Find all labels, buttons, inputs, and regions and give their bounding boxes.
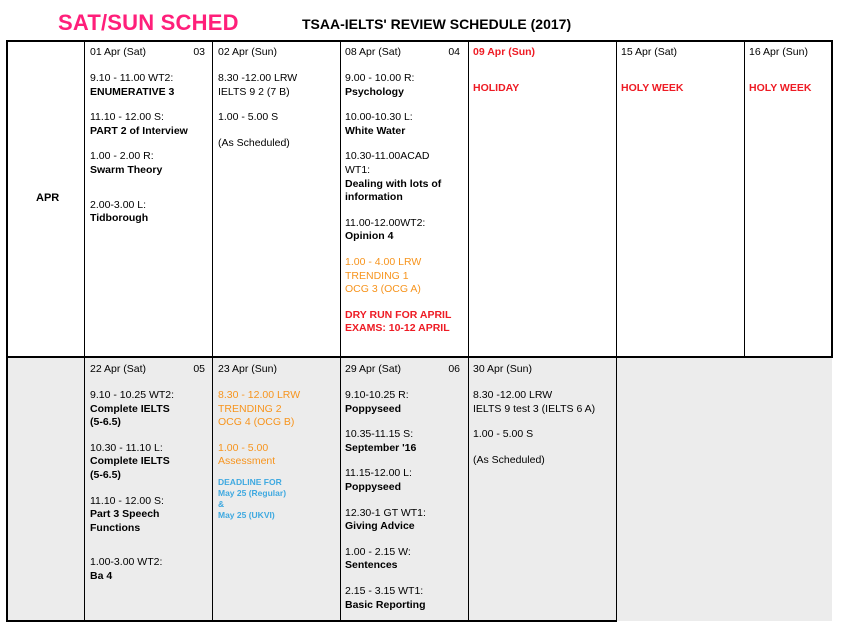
session-time: WT1: (345, 163, 371, 176)
session-time: 8.30 - 12.00 LRW (218, 389, 301, 401)
session-time: 8.30 -12.00 LRW (473, 389, 553, 401)
column-divider (744, 40, 745, 357)
session-time: 12.30-1 GT WT1: (345, 506, 426, 519)
month-label: APR (36, 192, 60, 204)
session-topic: TRENDING 2 (218, 402, 282, 415)
session-topic: OCG 4 (OCG B) (218, 416, 295, 429)
session-time: 2.15 - 3.15 WT1: (345, 584, 424, 597)
session-topic: OCG 3 (OCG A) (345, 283, 421, 296)
session-topic: September '16 (345, 441, 417, 454)
table-border-right (831, 40, 833, 358)
schedule-title: SAT/SUN SCHED (58, 10, 239, 35)
session-time: 1.00 - 5.00 S (473, 428, 534, 441)
session-time: 11.10 - 12.00 S: (90, 111, 164, 124)
cell-date: 29 Apr (Sat) (345, 363, 402, 375)
dry-run-note: DRY RUN FOR APRIL (345, 308, 452, 321)
column-divider (616, 40, 617, 622)
session-topic: information (345, 191, 403, 204)
session-topic: White Water (345, 124, 406, 137)
session-time: 8.30 -12.00 LRW (218, 72, 298, 84)
cell-date: 08 Apr (Sat) (345, 46, 402, 58)
deadline-note: May 25 (Regular) (218, 487, 287, 498)
session-topic: Swarm Theory (90, 163, 163, 176)
session-time: 9.10-10.25 R: (345, 389, 409, 401)
session-time: 11.15-12.00 L: (345, 467, 412, 480)
session-topic: TRENDING 1 (345, 269, 409, 282)
week-number: 05 (193, 363, 205, 375)
session-topic: Tidborough (90, 212, 149, 225)
cell-15-apr (616, 42, 744, 356)
session-time: 1.00 - 4.00 LRW (345, 255, 422, 268)
session-time: 2.00-3.00 L: (90, 198, 147, 211)
table-border-top (6, 40, 833, 42)
session-topic: Poppyseed (345, 480, 402, 493)
row-divider (6, 356, 833, 358)
cell-08-apr (340, 42, 468, 356)
table-border-left (6, 40, 8, 622)
session-note: (As Scheduled) (473, 453, 545, 466)
session-topic: Sentences (345, 559, 398, 572)
session-topic: (5-6.5) (90, 416, 121, 429)
session-time: 11.10 - 12.00 S: (90, 494, 164, 507)
document-title: TSAA-IELTS' REVIEW SCHEDULE (2017) (302, 16, 572, 32)
deadline-note: May 25 (UKVI) (218, 509, 275, 520)
session-time: 1.00 - 5.00 (218, 441, 269, 454)
column-divider (468, 40, 469, 622)
week-number: 04 (448, 46, 460, 58)
deadline-note: DEADLINE FOR (218, 476, 282, 487)
cell-22-apr (85, 359, 213, 621)
cell-09-apr (468, 42, 616, 356)
session-time: 1.00-3.00 WT2: (90, 556, 163, 569)
cell-date: 01 Apr (Sat) (90, 46, 147, 58)
session-topic: Part 3 Speech (90, 508, 160, 521)
session-topic: Complete IELTS (90, 455, 170, 468)
session-topic: ENUMERATIVE 3 (90, 85, 175, 98)
session-topic: Functions (90, 521, 141, 534)
cell-01-apr (85, 42, 213, 356)
column-divider (84, 40, 85, 622)
session-topic: Poppyseed (345, 402, 402, 415)
holy-week-note: HOLY WEEK (749, 82, 812, 94)
cell-29-apr (340, 359, 468, 621)
cell-date: 22 Apr (Sat) (90, 363, 147, 375)
session-topic: PART 2 of Interview (90, 124, 188, 137)
session-time: 10.30-11.00ACAD (345, 150, 430, 163)
session-topic: Giving Advice (345, 520, 415, 533)
session-topic: Opinion 4 (345, 230, 394, 243)
session-time: 10.00-10.30 L: (345, 111, 413, 124)
cell-date: 15 Apr (Sat) (621, 46, 678, 58)
table-border-bottom (6, 620, 617, 622)
session-time: 9.10 - 11.00 WT2: (90, 72, 174, 84)
session-topic: Assessment (218, 455, 276, 468)
holiday-note: HOLIDAY (473, 82, 520, 94)
deadline-note: & (218, 498, 225, 509)
session-topic: Basic Reporting (345, 598, 426, 611)
session-time: 9.10 - 10.25 WT2: (90, 389, 175, 401)
session-time: 10.30 - 11.10 L: (90, 441, 163, 454)
holy-week-note: HOLY WEEK (621, 82, 684, 94)
session-topic: Complete IELTS (90, 402, 170, 415)
week-number: 03 (193, 46, 205, 58)
cell-02-apr (213, 42, 340, 356)
session-topic: (5-6.5) (90, 468, 121, 481)
cell-date: 16 Apr (Sun) (749, 46, 808, 58)
session-time: 9.00 - 10.00 R: (345, 72, 415, 84)
session-time: 1.00 - 2.00 R: (90, 150, 154, 163)
session-note: (As Scheduled) (218, 136, 290, 149)
session-topic: Dealing with lots of (345, 177, 442, 190)
session-time: 11.00-12.00WT2: (345, 216, 426, 229)
cell-date: 30 Apr (Sun) (473, 363, 532, 375)
session-topic: IELTS 9 2 (7 B) (218, 85, 290, 98)
session-time: 1.00 - 2.15 W: (345, 545, 411, 558)
session-topic: IELTS 9 test 3 (IELTS 6 A) (473, 402, 596, 415)
dry-run-note: EXAMS: 10-12 APRIL (345, 322, 450, 335)
session-time: 10.35-11.15 S: (345, 428, 414, 441)
cell-date: 09 Apr (Sun) (473, 46, 536, 58)
session-time: 1.00 - 5.00 S (218, 111, 279, 124)
cell-23-apr (213, 359, 340, 621)
cell-date: 23 Apr (Sun) (218, 363, 277, 375)
cell-30-apr (468, 359, 616, 621)
cell-16-apr (744, 42, 832, 356)
session-topic: Psychology (345, 85, 404, 98)
column-divider (212, 40, 213, 622)
session-topic: Ba 4 (90, 569, 113, 582)
week-number: 06 (448, 363, 460, 375)
column-divider (340, 40, 341, 622)
cell-date: 02 Apr (Sun) (218, 46, 277, 58)
